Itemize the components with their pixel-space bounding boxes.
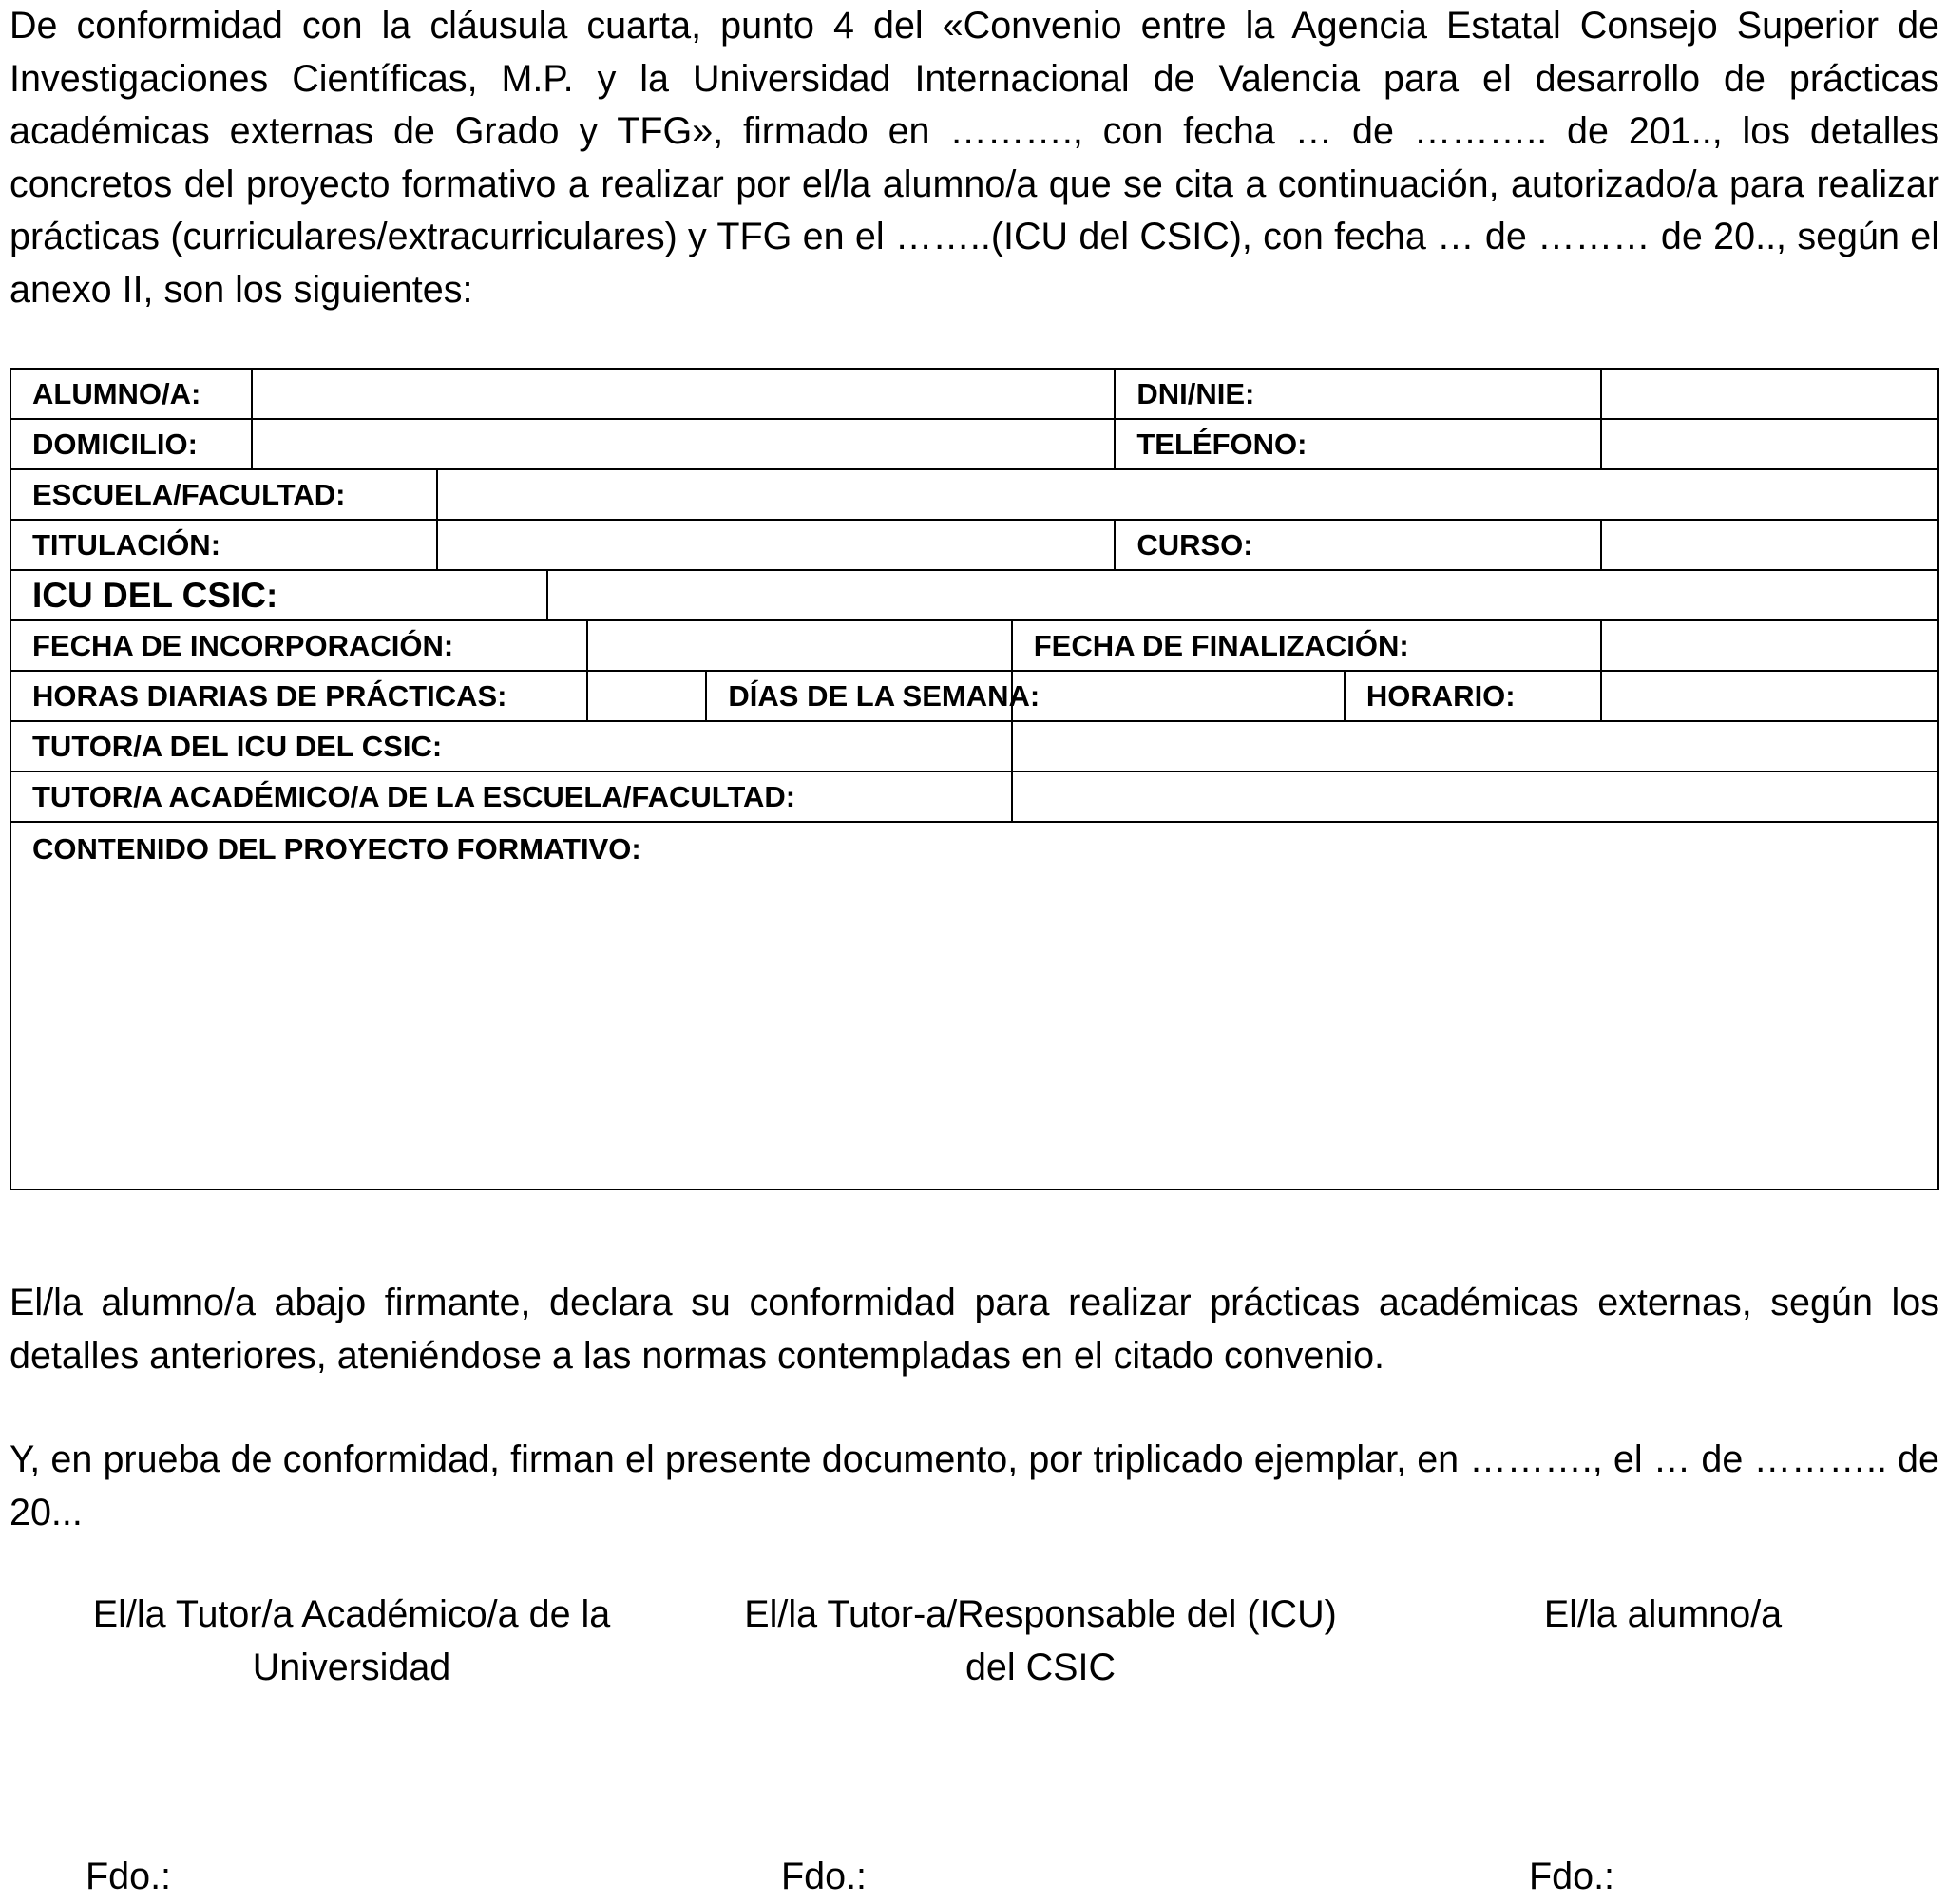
signature-tutor-icu (708, 1589, 1373, 1694)
dias-label: DÍAS DE LA SEMANA: (706, 671, 1011, 721)
curso-label: CURSO: (1115, 520, 1601, 570)
row-tutor-academico (10, 771, 1938, 822)
row-horario (10, 671, 1938, 721)
fdo-tutor-icu: Fdo.: (781, 1856, 868, 1897)
dni-label: DNI/NIE: (1115, 369, 1601, 419)
fecha-finalizacion-label: FECHA DE FINALIZACIÓN: (1012, 620, 1602, 671)
row-icu (10, 570, 1938, 620)
titulacion-label: TITULACIÓN: (10, 520, 437, 570)
signature-alumno (1473, 1589, 1853, 1642)
signature-tutor-academico-line1: El/la Tutor/a Académico/a de la (92, 1593, 611, 1635)
row-fechas (10, 620, 1938, 671)
dni-field[interactable] (1601, 369, 1938, 419)
escuela-field[interactable] (437, 469, 1938, 520)
student-details-form (10, 368, 1939, 1190)
domicilio-field[interactable] (252, 419, 1116, 469)
row-domicilio (10, 419, 1938, 469)
signature-tutor-icu-line2: del CSIC (964, 1646, 1117, 1688)
escuela-label: ESCUELA/FACULTAD: (10, 469, 437, 520)
signature-tutor-icu-line1: El/la Tutor-a/Responsable del (ICU) (744, 1593, 1337, 1635)
closing-paragraph: Y, en prueba de conformidad, firman el presente documento, por triplicado ejemplar, en ………., el … de ……….. de 20... (10, 1438, 1939, 1533)
signature-alumno-line1: El/la alumno/a (1543, 1593, 1783, 1635)
curso-field[interactable] (1601, 520, 1938, 570)
row-contenido (10, 822, 1938, 1190)
horario-label: HORARIO: (1345, 671, 1601, 721)
contenido-area[interactable]: CONTENIDO DEL PROYECTO FORMATIVO: (10, 822, 1938, 1190)
tutor-icu-label: TUTOR/A DEL ICU DEL CSIC: (10, 721, 1012, 771)
domicilio-label: DOMICILIO: (10, 419, 252, 469)
alumno-field[interactable] (252, 369, 1116, 419)
icu-field[interactable] (547, 570, 1938, 620)
icu-label: ICU DEL CSIC: (10, 570, 547, 620)
horario-field[interactable] (1601, 671, 1938, 721)
tutor-academico-label: TUTOR/A ACADÉMICO/A DE LA ESCUELA/FACULTAD: (10, 771, 1012, 822)
fecha-incorporacion-label: FECHA DE INCORPORACIÓN: (10, 620, 587, 671)
fdo-tutor-academico: Fdo.: (86, 1856, 172, 1897)
tutor-academico-field[interactable] (1012, 771, 1938, 822)
signature-tutor-academico-line2: Universidad (252, 1646, 451, 1688)
dias-field[interactable] (1012, 671, 1345, 721)
row-titulacion (10, 520, 1938, 570)
row-tutor-icu (10, 721, 1938, 771)
fecha-incorporacion-field[interactable] (587, 620, 1012, 671)
row-escuela (10, 469, 1938, 520)
telefono-label: TELÉFONO: (1115, 419, 1601, 469)
signature-tutor-academico (67, 1589, 637, 1694)
fdo-alumno: Fdo.: (1529, 1856, 1615, 1897)
titulacion-field[interactable] (437, 520, 1116, 570)
intro-paragraph: De conformidad con la cláusula cuarta, punto 4 del «Convenio entre la Agencia Estatal Consejo Superior de Investigaciones Científicas, M.P. y la Universidad Internacional de Valencia para el desarrollo de prácticas académicas externas de Grado y TFG», firmado en ………., con fecha … de ……….. de 201.., los detalles concretos del proyecto formativo a realizar por el/la alumno/a que se cita a continuación, autorizado/a para realizar prácticas (curriculares/extracurriculares) y TFG en el ……..(ICU del CSIC), con fecha … de ……… de 20.., según el anexo II, son los siguientes: (10, 5, 1939, 311)
declaration-paragraph: El/la alumno/a abajo firmante, declara su conformidad para realizar prácticas académicas externas, según los detalles anteriores, ateniéndose a las normas contempladas en el citado convenio. (10, 1282, 1939, 1377)
fecha-finalizacion-field[interactable] (1601, 620, 1938, 671)
alumno-label: ALUMNO/A: (10, 369, 252, 419)
row-alumno (10, 369, 1938, 419)
horas-field[interactable] (587, 671, 706, 721)
telefono-field[interactable] (1601, 419, 1938, 469)
tutor-icu-field[interactable] (1012, 721, 1938, 771)
horas-label: HORAS DIARIAS DE PRÁCTICAS: (10, 671, 587, 721)
